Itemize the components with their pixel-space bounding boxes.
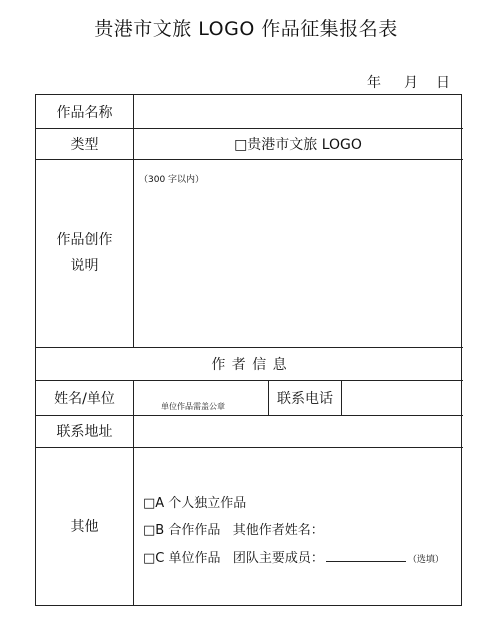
option-c-row	[143, 547, 444, 566]
description-label	[36, 159, 133, 347]
description-field[interactable]	[134, 159, 462, 347]
description-label-line2: 说明	[70, 258, 99, 274]
type-option-checkbox[interactable]: □贵港市文旅 LOGO	[234, 136, 362, 153]
name-unit-label: 姓名/单位	[54, 390, 115, 407]
option-b-checkbox[interactable]: □B 合作作品 其他作者姓名：	[143, 523, 324, 538]
name-unit-field[interactable]	[134, 380, 268, 415]
address-label: 联系地址	[56, 424, 113, 440]
phone-label: 联系电话	[277, 390, 333, 407]
date-day-label: 日	[436, 75, 450, 91]
optional-note: （选填）	[407, 555, 444, 565]
address-field[interactable]	[134, 415, 462, 447]
author-info-heading: 作 者 信 息	[211, 356, 288, 373]
work-name-label: 作品名称	[56, 104, 113, 121]
option-c-checkbox[interactable]: □C 单位作品 团队主要成员：	[143, 551, 324, 566]
description-hint: （300 字以内）	[139, 175, 205, 185]
date-year-label: 年	[367, 75, 381, 91]
date-month-label: 月	[404, 75, 418, 91]
description-label-line1: 作品创作	[56, 232, 113, 248]
team-members-field[interactable]	[326, 549, 406, 562]
form-title: 贵港市文旅 LOGO 作品征集报名表	[94, 18, 398, 40]
other-label: 其他	[70, 519, 99, 535]
option-a-checkbox[interactable]: □A 个人独立作品	[143, 496, 247, 511]
registration-table	[35, 94, 462, 606]
work-name-field[interactable]	[134, 95, 462, 128]
type-label: 类型	[70, 136, 99, 153]
phone-field[interactable]	[342, 380, 462, 415]
name-unit-hint: 单位作品需盖公章	[161, 402, 225, 411]
